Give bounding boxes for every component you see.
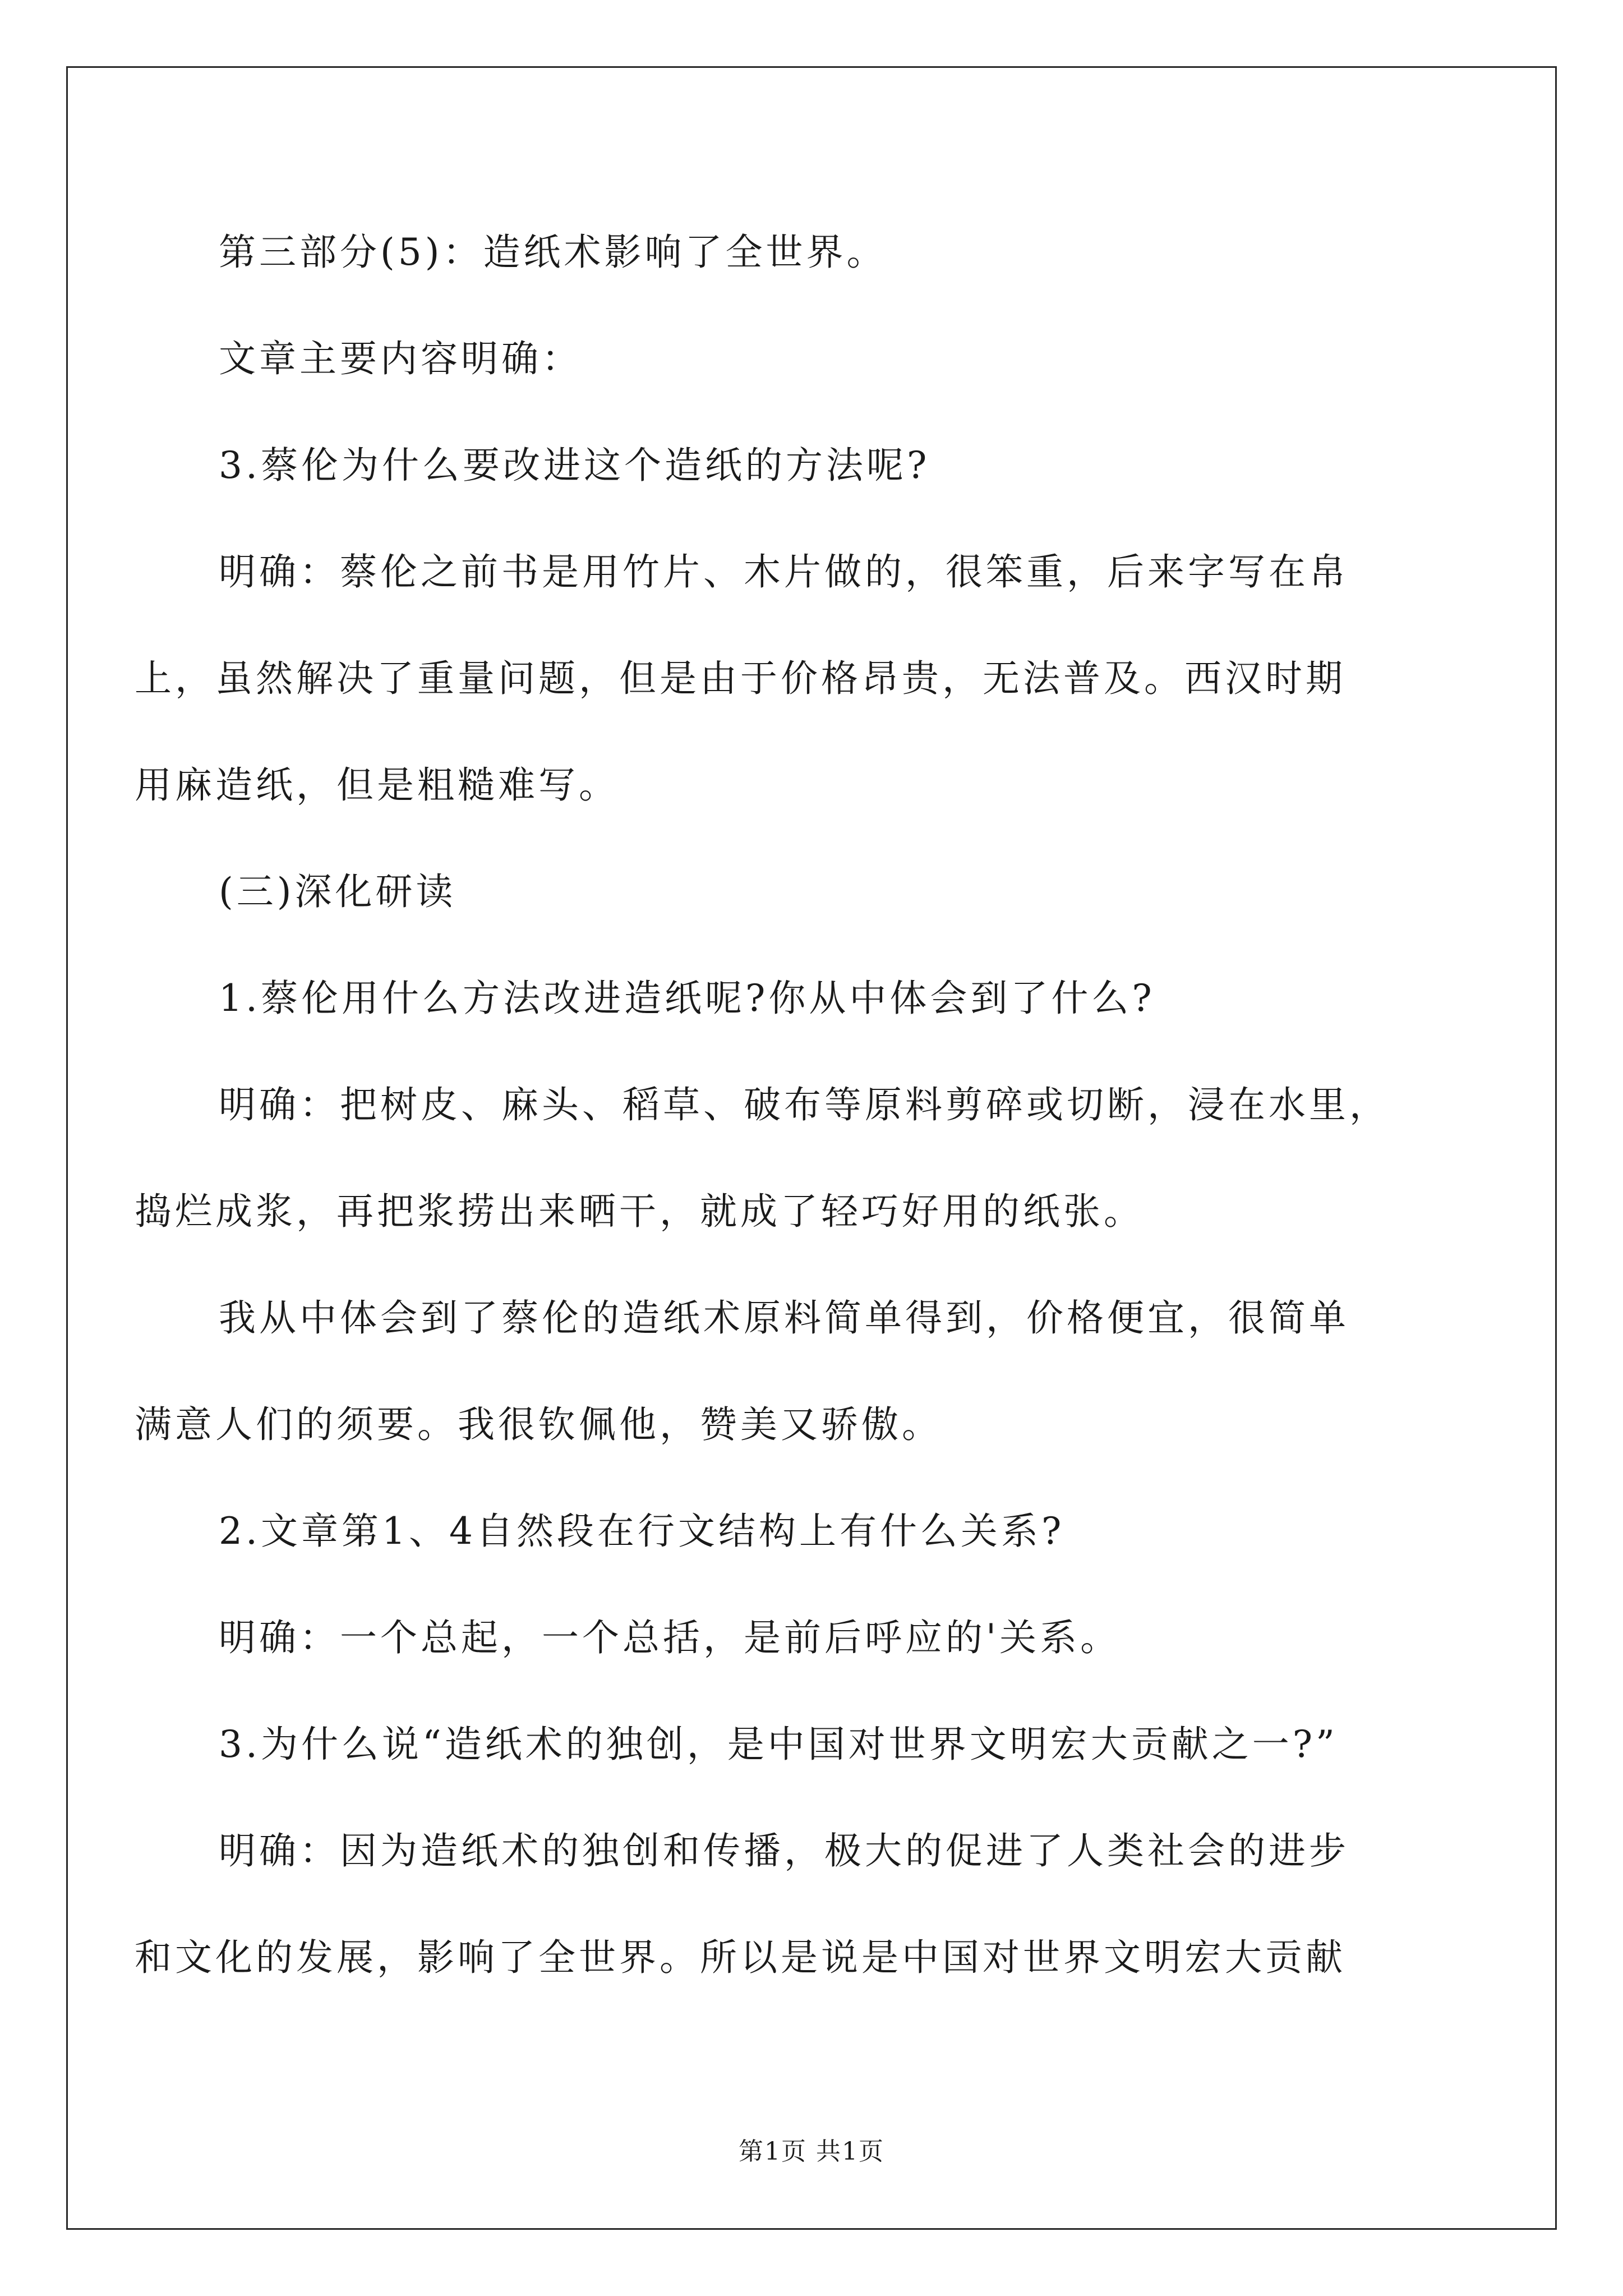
paragraph-line: 明确：一个总起，一个总括，是前后呼应的'关系。 bbox=[219, 1616, 1121, 1659]
paragraph-line: 第三部分(5)：造纸术影响了全世界。 bbox=[219, 231, 887, 274]
page-border bbox=[66, 66, 1557, 2230]
paragraph-line: 用麻造纸，但是粗糙难写。 bbox=[135, 763, 619, 807]
paragraph-line: 明确：因为造纸术的独创和传播，极大的促进了人类社会的进步 bbox=[219, 1829, 1349, 1872]
page-number-footer: 第1页 共1页 bbox=[739, 2137, 884, 2166]
paragraph-line: 2.文章第1、4自然段在行文结构上有什么关系? bbox=[219, 1510, 1065, 1553]
paragraph-line: 我从中体会到了蔡伦的造纸术原料简单得到，价格便宜，很简单 bbox=[219, 1296, 1349, 1340]
paragraph-line: 满意人们的须要。我很钦佩他，赞美又骄傲。 bbox=[135, 1403, 942, 1446]
paragraph-line: 上，虽然解决了重量问题，但是由于价格昂贵，无法普及。西汉时期 bbox=[135, 657, 1346, 700]
section-heading: (三)深化研读 bbox=[219, 870, 457, 913]
paragraph-line: 捣烂成浆，再把浆捞出来晒干，就成了轻巧好用的纸张。 bbox=[135, 1190, 1144, 1233]
paragraph-line: 明确：把树皮、麻头、稻草、破布等原料剪碎或切断，浸在水里， bbox=[219, 1083, 1390, 1126]
paragraph-line: 和文化的发展，影响了全世界。所以是说是中国对世界文明宏大贡献 bbox=[135, 1936, 1346, 1979]
paragraph-line: 明确：蔡伦之前书是用竹片、木片做的，很笨重，后来字写在帛 bbox=[219, 550, 1349, 593]
paragraph-line: 文章主要内容明确： bbox=[219, 337, 582, 380]
paragraph-line: 1.蔡伦用什么方法改进造纸呢?你从中体会到了什么? bbox=[219, 977, 1155, 1020]
paragraph-line: 3.为什么说“造纸术的独创，是中国对世界文明宏大贡献之一?” bbox=[219, 1723, 1338, 1766]
paragraph-line: 3.蔡伦为什么要改进这个造纸的方法呢? bbox=[219, 444, 930, 487]
